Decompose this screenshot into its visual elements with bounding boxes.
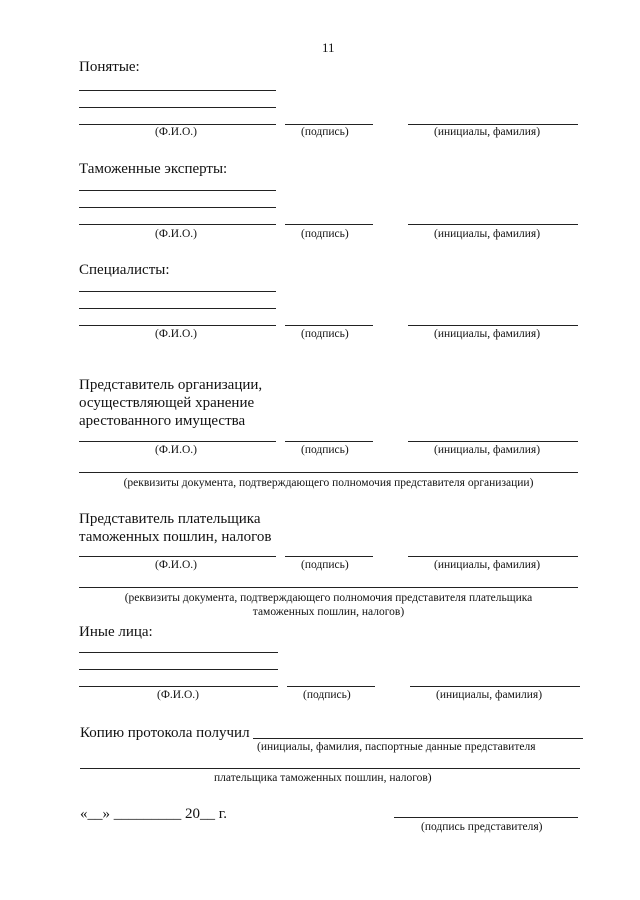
witness-signature-caption: (подпись) [301,126,349,138]
storage-rep-initials-line[interactable] [408,441,578,442]
storage-rep-fio-caption: (Ф.И.О.) [155,444,197,456]
payer-rep-fio-line[interactable] [79,556,276,557]
copy-received-caption-line-2: плательщика таможенных пошлин, налогов) [214,772,432,784]
expert-signature-caption: (подпись) [301,228,349,240]
page-number: 11 [322,40,335,55]
witness-fio-caption: (Ф.И.О.) [155,126,197,138]
expert-initials-line[interactable] [408,224,578,225]
date-close-quote: » [102,806,110,822]
copy-received-line[interactable] [253,738,583,739]
payer-rep-signature-line[interactable] [285,556,373,557]
expert-signature-line[interactable] [285,224,373,225]
other-line-2[interactable] [79,669,278,670]
payer-rep-initials-caption: (инициалы, фамилия) [434,559,541,571]
other-initials-line[interactable] [410,686,580,687]
witness-line-2[interactable] [79,107,276,108]
specialist-fio-line[interactable] [79,325,276,326]
specialist-line-2[interactable] [79,308,276,309]
copy-received-caption-line-1: (инициалы, фамилия, паспортные данные представителя [257,741,536,753]
storage-rep-heading-line-3: арестованного имущества [79,413,246,429]
copy-received-line-2[interactable] [80,768,580,769]
witness-initials-line[interactable] [408,124,578,125]
payer-rep-heading-line-1: Представитель плательщика [79,511,261,527]
experts-heading: Таможенные эксперты: [79,161,228,177]
specialist-initials-caption: (инициалы, фамилия) [434,328,541,340]
date-month-blank[interactable]: _________ [113,806,182,822]
storage-rep-initials-caption: (инициалы, фамилия) [434,444,541,456]
other-signature-line[interactable] [287,686,375,687]
expert-initials-caption: (инициалы, фамилия) [434,228,541,240]
date-field[interactable] [80,805,227,823]
specialist-line-1[interactable] [79,291,276,292]
witness-line-1[interactable] [79,90,276,91]
witnesses-heading: Понятые: [79,59,140,75]
others-heading: Иные лица: [79,624,153,640]
storage-rep-details-caption: (реквизиты документа, подтверждающего полномочия представителя организации) [123,477,534,489]
payer-rep-details-caption-line-1: (реквизиты документа, подтверждающего полномочия представителя плательщика [124,592,533,604]
storage-rep-heading-line-2: осуществляющей хранение [79,395,255,411]
expert-fio-caption: (Ф.И.О.) [155,228,197,240]
payer-rep-details-caption-line-2: таможенных пошлин, налогов) [252,606,405,618]
expert-line-2[interactable] [79,207,276,208]
other-signature-caption: (подпись) [303,689,351,701]
payer-rep-initials-line[interactable] [408,556,578,557]
other-initials-caption: (инициалы, фамилия) [436,689,543,701]
storage-rep-signature-caption: (подпись) [301,444,349,456]
representative-signature-line[interactable] [394,817,578,818]
copy-received-label: Копию протокола получил [80,725,250,741]
date-day-blank[interactable]: __ [87,806,103,822]
specialist-signature-line[interactable] [285,325,373,326]
other-fio-line[interactable] [79,686,278,687]
date-open-quote: « [80,806,88,822]
specialists-heading: Специалисты: [79,262,170,278]
expert-fio-line[interactable] [79,224,276,225]
specialist-signature-caption: (подпись) [301,328,349,340]
witness-signature-line[interactable] [285,124,373,125]
other-line-1[interactable] [79,652,278,653]
date-year-prefix: 20 [185,806,200,822]
payer-rep-heading-line-2: таможенных пошлин, налогов [79,529,272,545]
payer-rep-fio-caption: (Ф.И.О.) [155,559,197,571]
storage-rep-signature-line[interactable] [285,441,373,442]
specialist-initials-line[interactable] [408,325,578,326]
storage-rep-fio-line[interactable] [79,441,276,442]
witness-initials-caption: (инициалы, фамилия) [434,126,541,138]
date-year-suffix: г. [218,806,227,822]
storage-rep-details-line[interactable] [79,472,578,473]
expert-line-1[interactable] [79,190,276,191]
payer-rep-details-line[interactable] [79,587,578,588]
payer-rep-signature-caption: (подпись) [301,559,349,571]
storage-rep-heading-line-1: Представитель организации, [79,377,263,393]
witness-fio-line[interactable] [79,124,276,125]
other-fio-caption: (Ф.И.О.) [157,689,199,701]
date-year-blank[interactable]: __ [200,806,215,822]
representative-signature-caption: (подпись представителя) [421,821,543,833]
specialist-fio-caption: (Ф.И.О.) [155,328,197,340]
